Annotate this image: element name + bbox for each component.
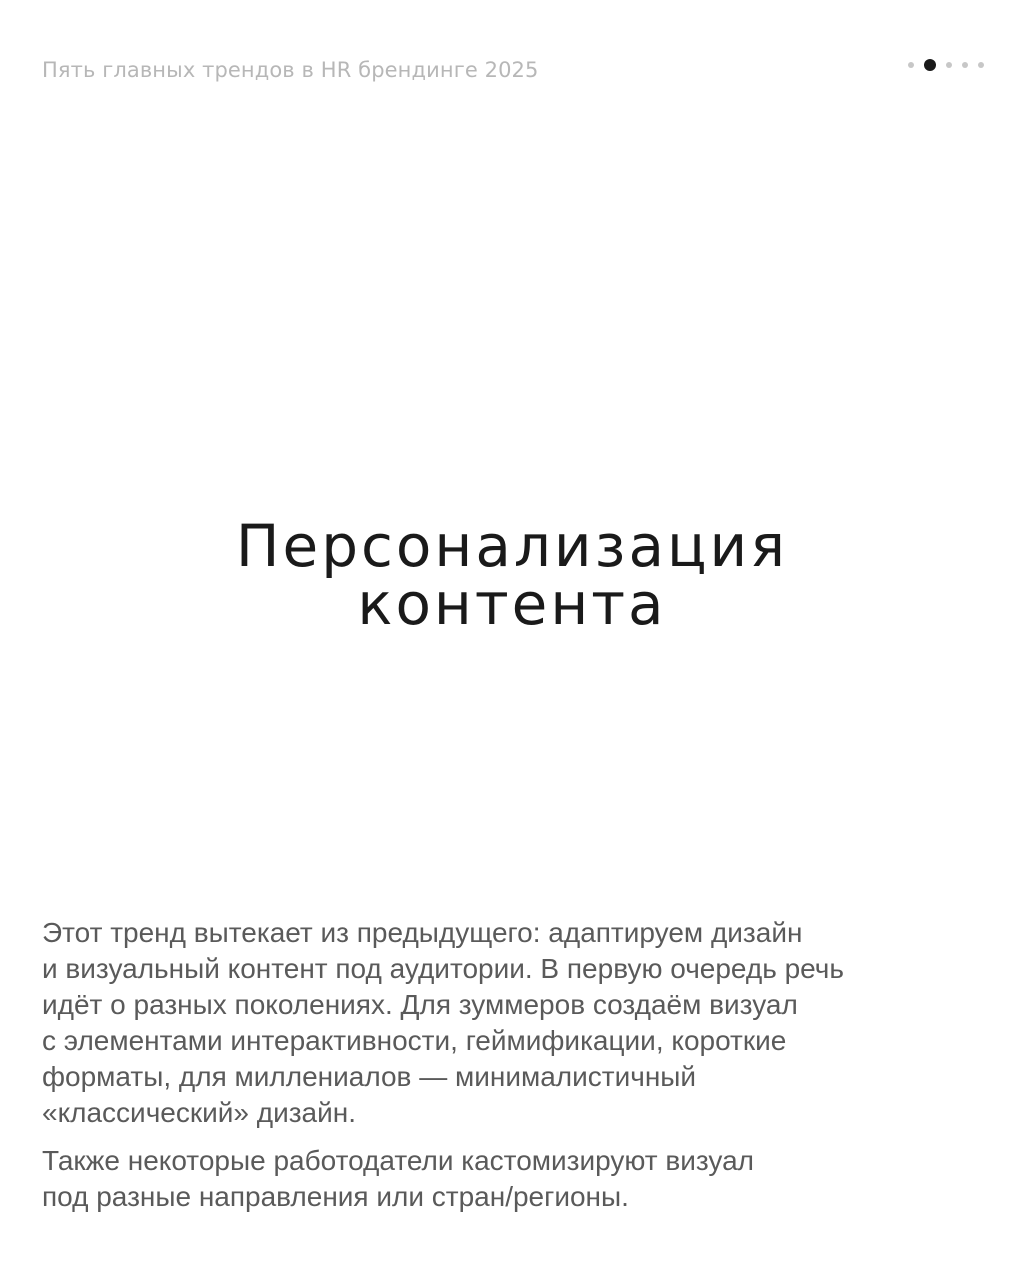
body-line: «классический» дизайн. bbox=[42, 1097, 357, 1128]
pager-dot-4[interactable] bbox=[962, 62, 968, 68]
pager-dot-2[interactable] bbox=[924, 59, 936, 71]
body-paragraph-1 bbox=[42, 915, 982, 1131]
body-line: Также некоторые работодатели кастомизируют визуал bbox=[42, 1145, 755, 1176]
body-line: под разные направления или стран/регионы. bbox=[42, 1181, 629, 1212]
body-text bbox=[42, 915, 982, 1227]
slide-title-line-2: контента bbox=[357, 569, 667, 638]
series-title: Пять главных трендов в HR брендинге 2025 bbox=[42, 58, 539, 82]
body-paragraph-2 bbox=[42, 1143, 982, 1215]
body-line: с элементами интерактивности, геймификации, короткие bbox=[42, 1025, 787, 1056]
body-line: Этот тренд вытекает из предыдущего: адаптируем дизайн bbox=[42, 917, 803, 948]
body-line: форматы, для миллениалов — минималистичный bbox=[42, 1061, 697, 1092]
pager-dot-3[interactable] bbox=[946, 62, 952, 68]
pager-dot-5[interactable] bbox=[978, 62, 984, 68]
body-line: идёт о разных поколениях. Для зуммеров создаём визуал bbox=[42, 989, 798, 1020]
slide-title bbox=[0, 511, 1024, 638]
slide-title-line-1: Персонализация bbox=[235, 511, 789, 580]
body-line: и визуальный контент под аудитории. В первую очередь речь bbox=[42, 953, 844, 984]
slide-pager[interactable] bbox=[908, 59, 984, 71]
pager-dot-1[interactable] bbox=[908, 62, 914, 68]
